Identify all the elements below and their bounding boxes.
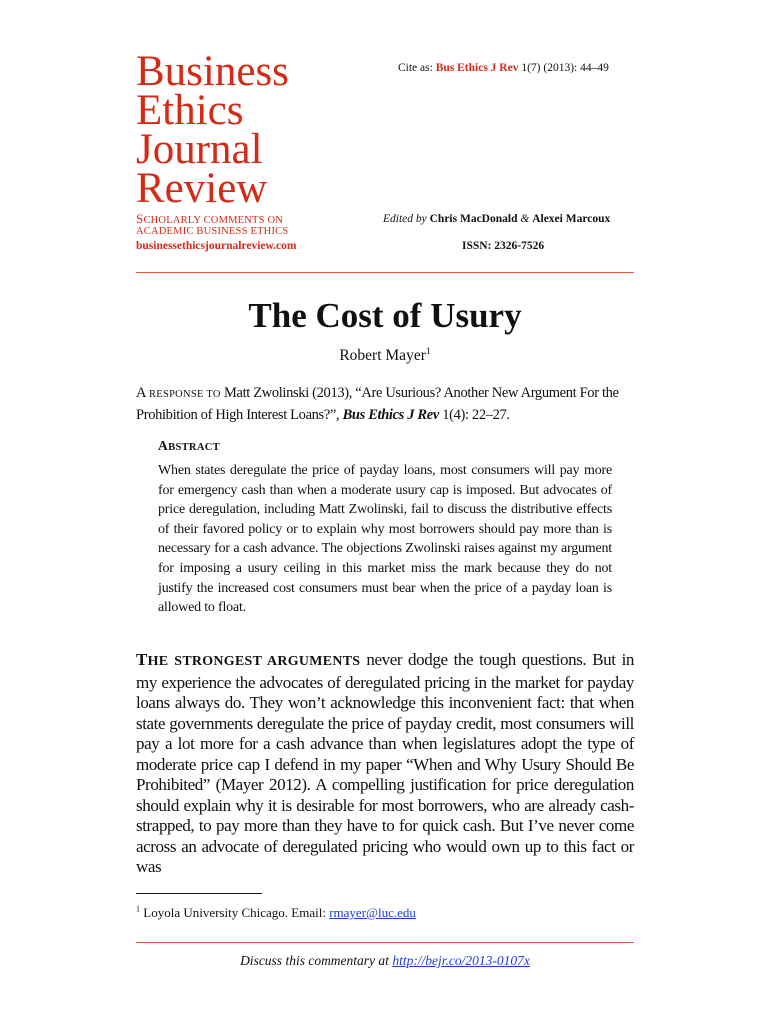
journal-title-line: Ethics xyxy=(136,87,244,134)
cite-label: Cite as: xyxy=(398,62,433,74)
response-cite: 1(4): 22–27. xyxy=(442,407,510,423)
editors-line xyxy=(383,213,610,225)
response-text: Matt Zwolinski (2013), “Are Usurious? Another New Argument For the Prohibition of High Interest Loans?”, xyxy=(136,385,619,423)
footnote xyxy=(136,905,416,921)
abstract-text: When states deregulate the price of payday loans, most consumers will pay more for emergency cash than when a moderate usury cap is imposed. But advocates of price deregulation, including Matt Zwolinski, fail to discuss the distributive effects of their favored policy or to explain why most borrowers should pay more than is necessary for a cash advance. The objections Zwolinski raises against my argument for imposing a usury ceiling in this market miss the mark because they do not justify the increased cost consumers must bear when the price of a payday loan is allowed to float. xyxy=(158,463,612,616)
footnote-divider xyxy=(136,893,262,894)
editor-name: Chris MacDonald xyxy=(429,213,518,225)
journal-website-link[interactable]: businessethicsjournalreview.com xyxy=(136,240,297,252)
tagline-line2: ACADEMIC BUSINESS ETHICS xyxy=(136,226,289,237)
journal-title xyxy=(136,48,289,212)
abstract-heading: ABSTRACT xyxy=(158,438,220,453)
article-title: The Cost of Usury xyxy=(248,296,522,335)
citation-line xyxy=(398,62,609,74)
cite-rest: 1(7) (2013): 44–49 xyxy=(521,62,609,74)
footer-divider xyxy=(136,942,634,943)
footnote-text: Loyola University Chicago. Email: xyxy=(143,905,326,920)
discuss-link[interactable]: http://bejr.co/2013-0107x xyxy=(392,953,530,968)
edited-label: Edited by xyxy=(383,213,427,225)
issn: ISSN: 2326-7526 xyxy=(462,240,545,252)
author-name: Robert Mayer xyxy=(339,347,426,364)
body-paragraph xyxy=(136,650,634,878)
editor-name: Alexei Marcoux xyxy=(532,213,611,225)
footnote-number: 1 xyxy=(136,904,141,914)
article-author xyxy=(136,347,634,365)
response-to xyxy=(136,383,634,425)
tagline-line1-text: CHOLARLY COMMENTS ON xyxy=(143,215,284,226)
discuss-text: Discuss this commentary at xyxy=(240,953,389,968)
cite-journal: Bus Ethics J Rev xyxy=(435,62,519,74)
tagline-line1: SCHOLARLY COMMENTS ON xyxy=(136,211,284,226)
discuss-line xyxy=(136,953,634,969)
journal-title-line: Review xyxy=(136,165,268,212)
author-footnote-ref[interactable]: 1 xyxy=(425,345,431,357)
footnote-email-link[interactable]: rmayer@luc.edu xyxy=(329,905,416,920)
response-prefix: A RESPONSE TO xyxy=(136,385,221,401)
body-text: never dodge the tough questions. But in my experience the advocates of deregulated pricing in the market for payday loans always do. They won’t acknowledge this inconvenient fact: that when state governments deregulate the price of payday credit, most consumers will pay a lot more for a cash advance than when legislatures adopt the type of moderate price cap I defend in my paper “When and Why Usury Should Be Prohibited” (Mayer 2012). A compelling justification for price deregulation should explain why it is desirable for most borrowers, who are already cash-strapped, to pay more than they have to for quick cash. But I’ve never come across an advocate of deregulated pricing who would own up to this fact or was xyxy=(136,650,634,876)
editor-separator: & xyxy=(520,213,530,225)
body-lead: THE STRONGEST ARGUMENTS xyxy=(136,650,361,669)
header-divider xyxy=(136,272,634,273)
journal-title-line: Business xyxy=(136,48,289,95)
journal-tagline xyxy=(136,213,288,237)
journal-title-line: Journal xyxy=(136,126,263,173)
response-journal: Bus Ethics J Rev xyxy=(342,407,439,423)
